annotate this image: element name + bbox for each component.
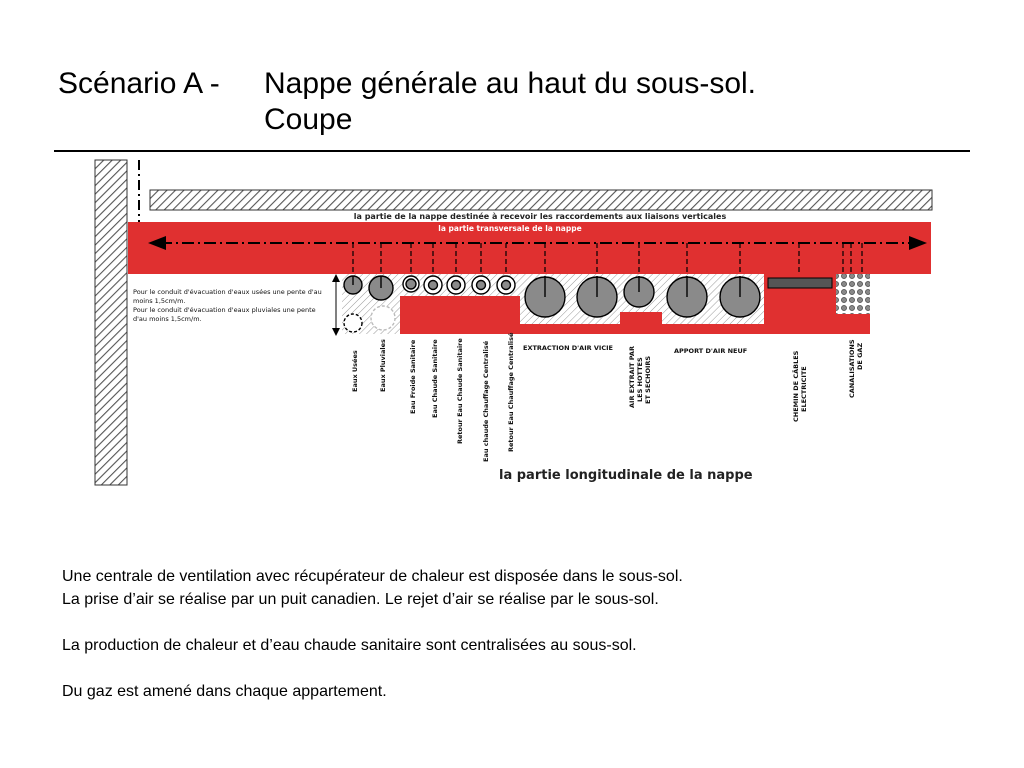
label-air-extrait-2: LES HOTTES [636,357,644,402]
label-extraction: EXTRACTION D'AIR VICIE [523,344,613,352]
top-label: la partie de la nappe destinée à recevoir les raccordements aux liaisons verticales [353,212,727,221]
slope-note-line-2: moins 1,5cm/m. [133,297,186,305]
paragraph-1-line-2: La prise d’air se réalise par un puit canadien. Le rejet d’air se réalise par le sous-sol. [62,591,659,608]
title-line-2: Coupe [264,103,353,136]
pipe-retour-chauffage-core [502,281,511,290]
bottom-label: la partie longitudinale de la nappe [499,468,753,483]
body-text [62,565,683,703]
paragraph-2: La production de chaleur et d’eau chaude sanitaire sont centralisées au sous-sol. [62,637,637,654]
label-eaux-usees: Eaux Usées [351,350,359,392]
spacer [62,657,683,680]
paragraph-3: Du gaz est amené dans chaque appartement. [62,683,387,700]
label-air-extrait-3: ET SECHOIRS [644,355,652,404]
pipe-eaux-pluviales-low [371,306,395,330]
dim-arrow-bottom [332,328,340,336]
dim-arrow-top [332,274,340,282]
title-line-1: Nappe générale au haut du sous-sol. [264,67,757,100]
label-air-extrait-1: AIR EXTRAIT PAR [628,346,636,408]
label-eau-froide: Eau Froide Sanitaire [409,339,417,414]
label-apport: APPORT D'AIR NEUF [674,347,748,355]
slope-note-line-4: d'au moins 1,5cm/m. [133,315,202,323]
wall-hatch [95,160,127,485]
pipe-eaux-usees-low [344,314,362,332]
label-cables-2: ELECTRICITE [800,366,808,412]
label-gaz-2: DE GAZ [856,342,864,370]
label-retour-eau-chaude: Retour Eau Chaude Sanitaire [456,338,464,444]
label-eaux-pluviales: Eaux Pluviales [379,339,387,392]
title-prefix: Scénario A - [58,67,220,100]
slope-note [133,288,322,323]
pipe-retour-eau-chaude-core [452,281,461,290]
label-retour-chauffage: Retour Eau Chauffage Centralisé [507,332,515,452]
slab-hatch [150,190,932,210]
band-label: la partie transversale de la nappe [438,224,582,233]
pipe-eau-chaude-core [429,281,438,290]
label-cables-1: CHEMIN DE CÂBLES [792,350,800,422]
slope-note-line-3: Pour le conduit d'évacuation d'eaux pluviales une pente [133,306,316,314]
label-eau-chaude: Eau Chaude Sanitaire [431,339,439,418]
pipe-eau-froide-core [406,279,416,289]
slope-note-line-1: Pour le conduit d'évacuation d'eaux usées une pente d'au [133,288,322,296]
cable-tray [768,278,832,288]
pipe-chauffage-core [477,281,486,290]
label-gaz-1: CANALISATIONS [848,339,856,398]
spacer [62,611,683,634]
label-chauffage: Eau chaude Chauffage Centralisé [482,340,490,462]
zone-gas [836,274,870,314]
paragraph-1-line-1: Une centrale de ventilation avec récupérateur de chaleur est disposée dans le sous-sol. [62,568,683,585]
